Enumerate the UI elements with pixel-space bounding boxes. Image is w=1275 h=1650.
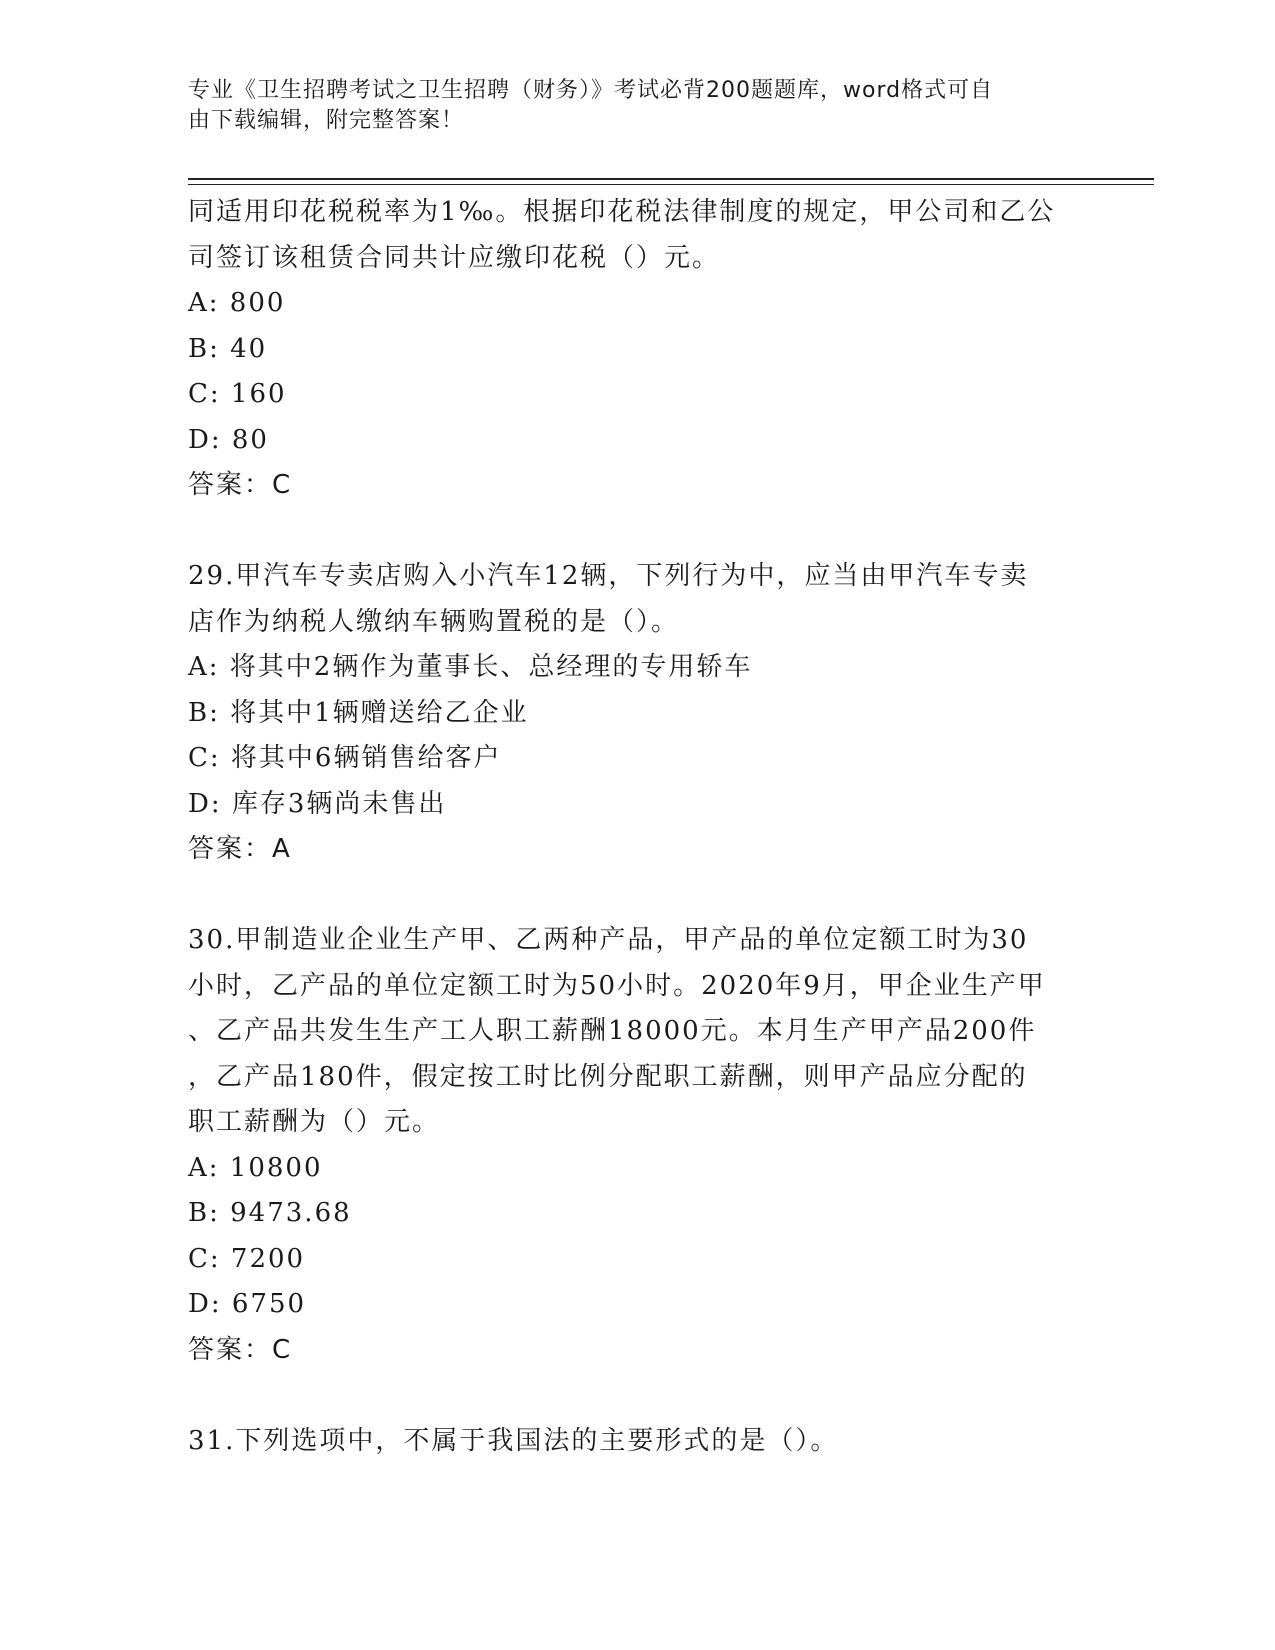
option-c: C: 将其中6辆销售给客户 [188, 743, 502, 773]
answer-line: 答案：C [188, 1334, 293, 1365]
document-header [188, 76, 1088, 136]
question-spacer [188, 873, 1088, 919]
question-stem-line: 29.甲汽车专卖店购入小汽车12辆，下列行为中，应当由甲汽车专卖 [188, 561, 1029, 591]
option-a: A: 将其中2辆作为董事长、总经理的专用轿车 [188, 652, 753, 682]
option-a: A: 800 [188, 288, 286, 318]
answer-line: 答案：A [188, 834, 292, 864]
question-spacer [188, 509, 1088, 555]
question-stem-line: 、乙产品共发生生产工人职工薪酬18000元。本月生产甲产品200件 [188, 1016, 1037, 1046]
question-stem-line: 职工薪酬为（）元。 [188, 1107, 441, 1137]
answer-line: 答案：C [188, 470, 293, 500]
question-29 [188, 554, 1088, 873]
header-line-1: 专业《卫生招聘考试之卫生招聘（财务）》考试必背200题题库，word格式可自 [188, 78, 994, 103]
option-a: A: 10800 [188, 1152, 323, 1183]
option-b: B: 40 [188, 333, 268, 364]
question-stem-line: 31.下列选项中，不属于我国法的主要形式的是（）。 [188, 1425, 839, 1456]
option-b: B: 将其中1辆赠送给乙企业 [188, 697, 529, 728]
question-stem-line: 30.甲制造业企业生产甲、乙两种产品，甲产品的单位定额工时为30 [188, 925, 1029, 955]
question-31 [188, 1419, 1088, 1465]
option-d: D: 80 [188, 424, 269, 455]
option-c: C: 160 [188, 379, 287, 409]
header-rule-thick [188, 178, 1154, 180]
question-stem-line: 店作为纳税人缴纳车辆购置税的是（）。 [188, 606, 680, 637]
question-stem-line: 小时，乙产品的单位定额工时为50小时。2020年9月，甲企业生产甲 [188, 970, 1046, 1001]
question-30 [188, 918, 1088, 1373]
option-b: B: 9473.68 [188, 1198, 352, 1228]
option-d: D: 库存3辆尚未售出 [188, 788, 447, 819]
header-rule-thin [188, 184, 1154, 185]
question-stem-line: ，乙产品180件，假定按工时比例分配职工薪酬，则甲产品应分配的 [188, 1061, 1028, 1092]
option-d: D: 6750 [188, 1289, 307, 1319]
question-stem-line: 司签订该租赁合同共计应缴印花税（）元。 [188, 242, 721, 273]
header-line-2: 由下载编辑，附完整答案！ [188, 108, 465, 133]
option-c: C: 7200 [188, 1243, 306, 1274]
question-spacer [188, 1373, 1088, 1419]
question-stem-line: 同适用印花税税率为1‰。根据印花税法律制度的规定，甲公司和乙公 [188, 197, 1056, 227]
question-28 [188, 190, 1088, 509]
document-body [188, 190, 1088, 1464]
